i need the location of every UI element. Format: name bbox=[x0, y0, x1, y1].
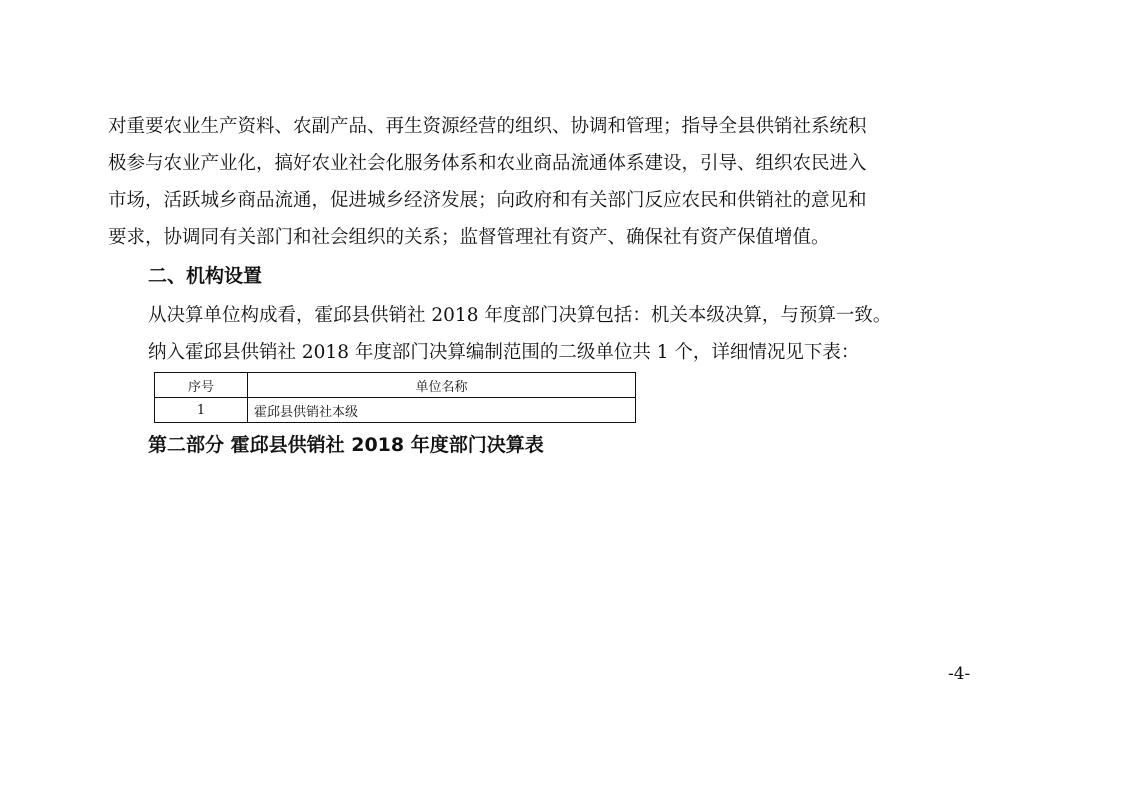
units-table bbox=[154, 372, 636, 423]
section-line-1: 从决算单位构成看，霍邱县供销社 2018 年度部门决算包括：机关本级决算，与预算一致。 bbox=[148, 305, 892, 326]
section-line-2: 纳入霍邱县供销社 2018 年度部门决算编制范围的二级单位共 1 个，详细情况见下表： bbox=[148, 342, 860, 363]
paragraph-line-3: 市场，活跃城乡商品流通，促进城乡经济发展；向政府和有关部门反应农民和供销社的意见和 bbox=[108, 190, 867, 211]
part2-heading: 第二部分 霍邱县供销社 2018 年度部门决算表 bbox=[148, 434, 544, 456]
table-header-row bbox=[155, 373, 636, 398]
section-heading-org: 二、机构设置 bbox=[148, 265, 263, 287]
page-number: -4- bbox=[948, 664, 971, 684]
table-row bbox=[155, 398, 636, 423]
cell-unit-name: 霍邱县供销社本级 bbox=[248, 398, 636, 423]
header-index: 序号 bbox=[155, 373, 248, 398]
paragraph-line-4: 要求，协调同有关部门和社会组织的关系；监督管理社有资产、确保社有资产保值增值。 bbox=[108, 227, 830, 248]
paragraph-line-2: 极参与农业产业化，搞好农业社会化服务体系和农业商品流通体系建设，引导、组织农民进入 bbox=[108, 153, 867, 174]
cell-index: 1 bbox=[155, 398, 248, 423]
paragraph-line-1: 对重要农业生产资料、农副产品、再生资源经营的组织、协调和管理；指导全县供销社系统积 bbox=[108, 116, 867, 137]
header-unit-name: 单位名称 bbox=[248, 373, 636, 398]
